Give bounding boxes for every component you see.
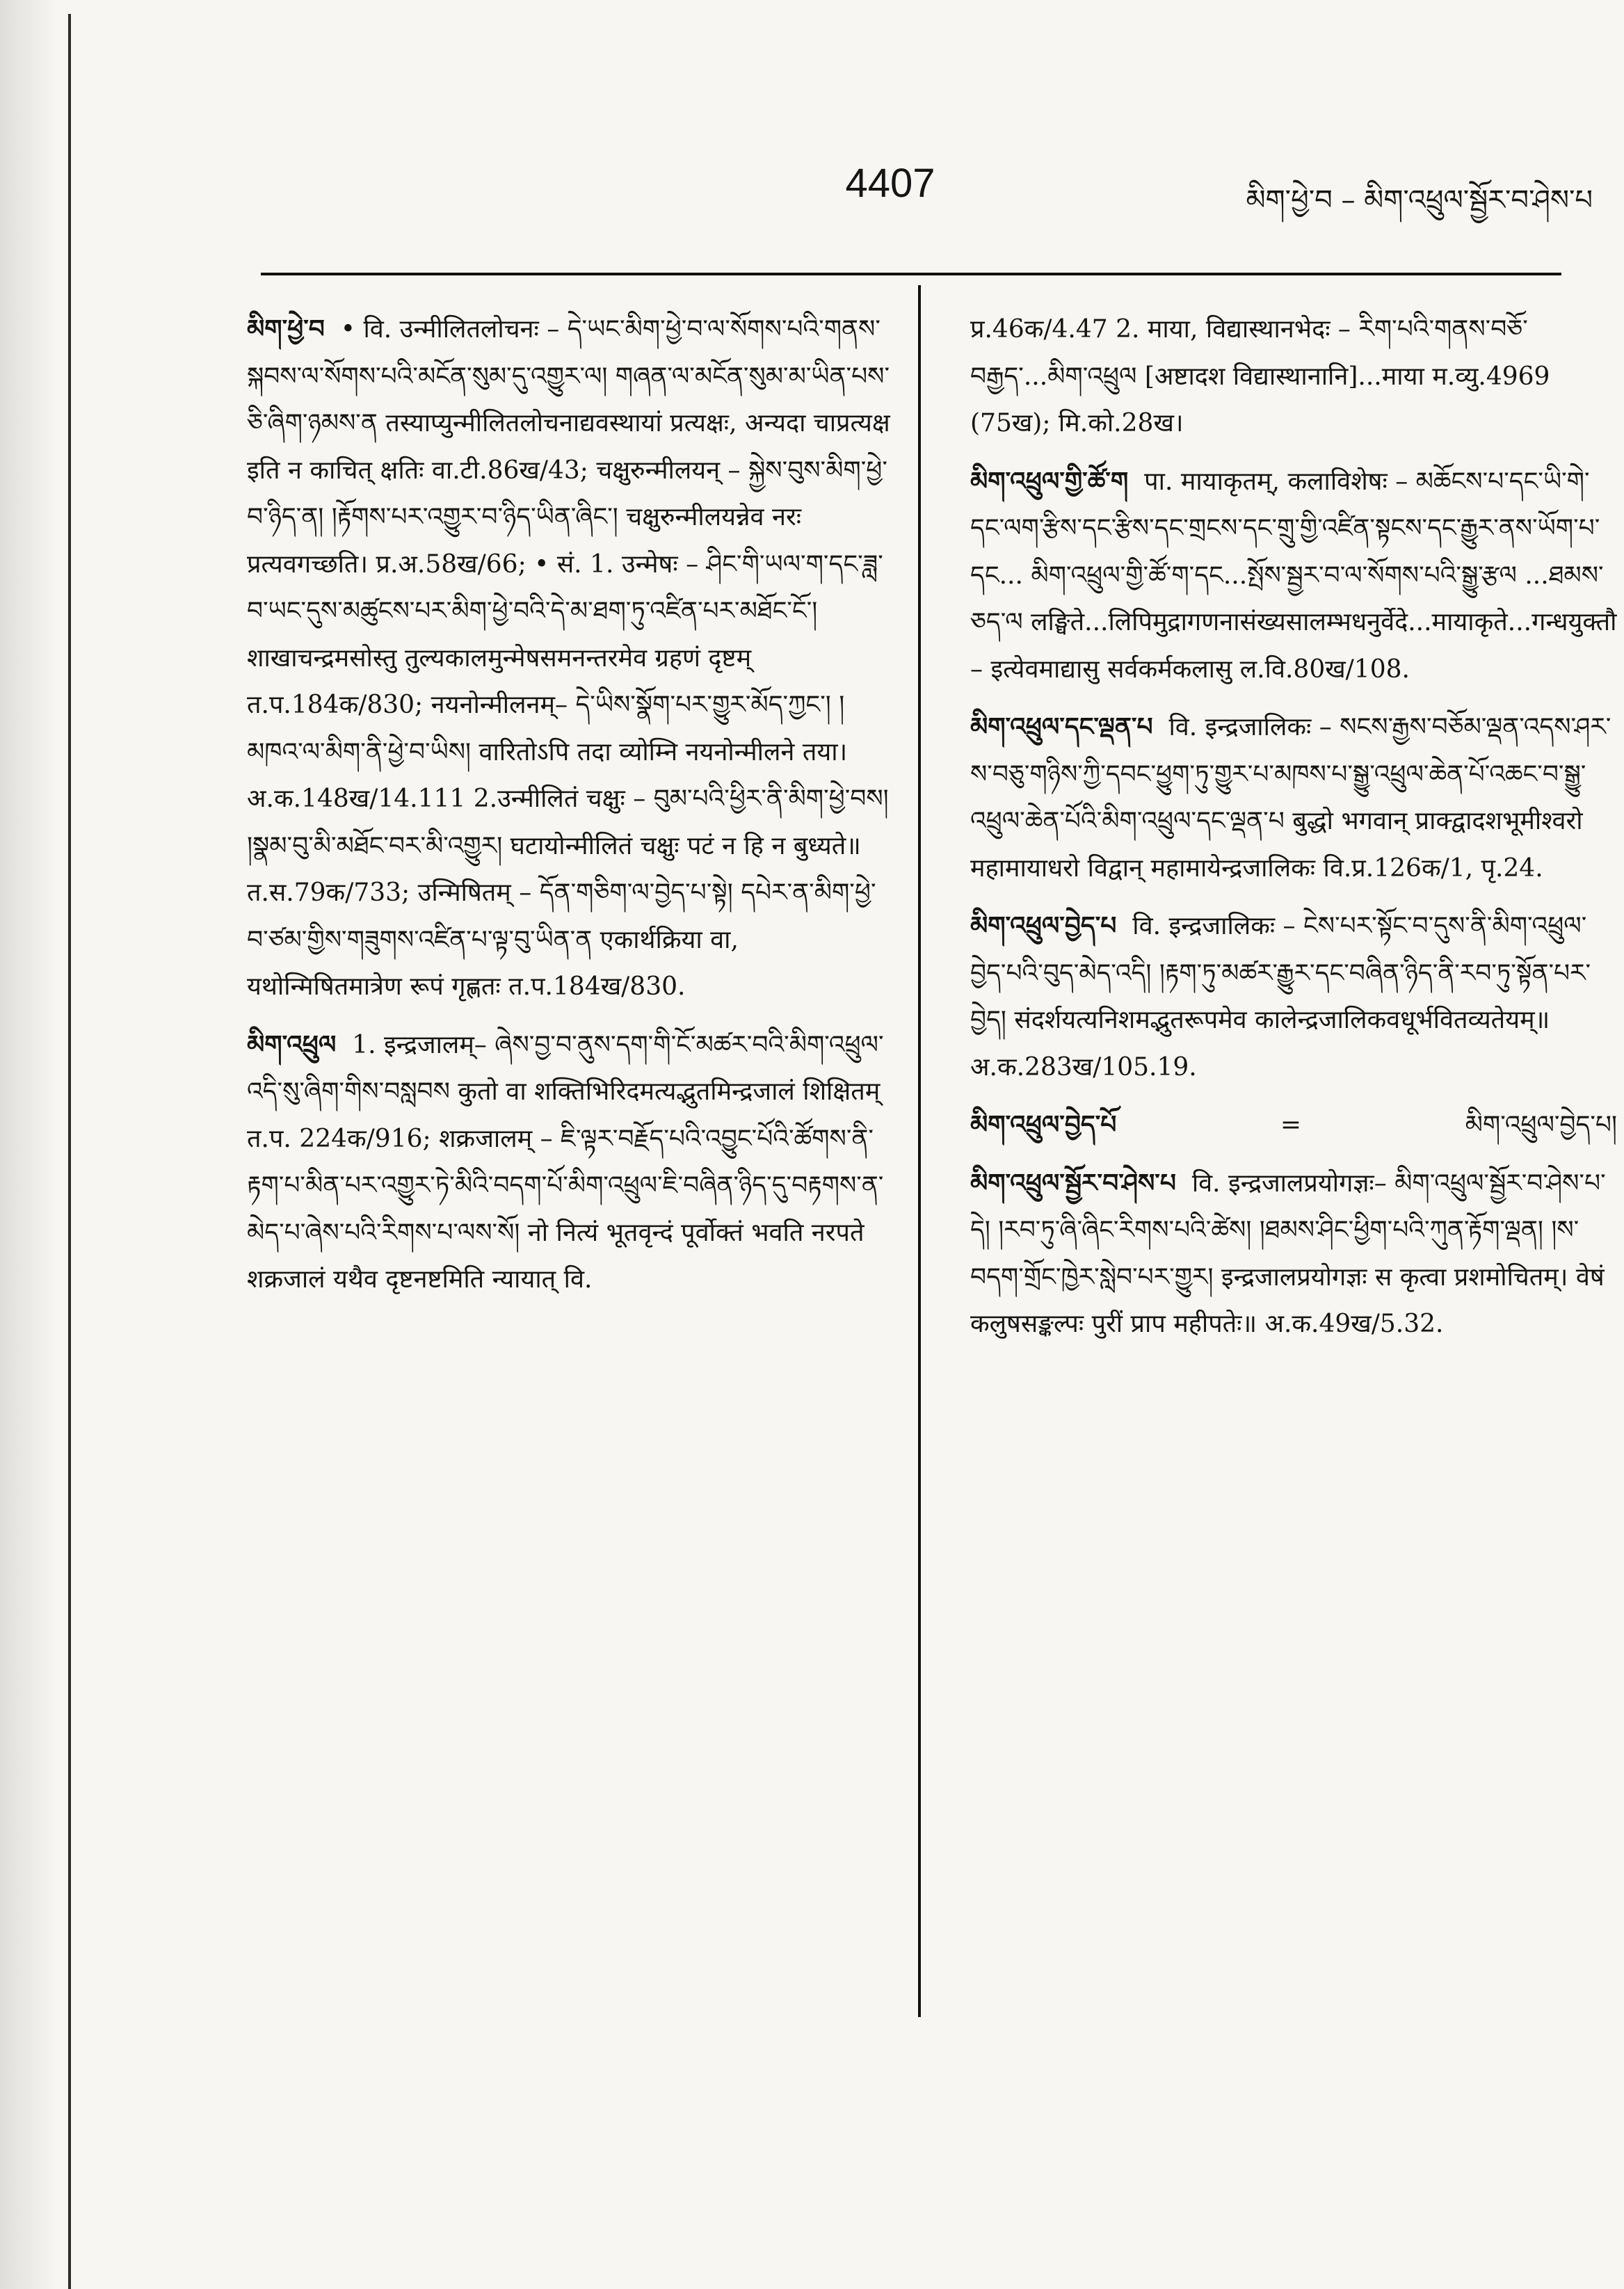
cross-reference-target: མིག་འཕྲུལ་བྱེད་པ། <box>1465 1111 1617 1139</box>
entry-body <box>970 704 1617 892</box>
entry-headword: མིག་འཕྲུལ་དང་ལྡན་པ <box>970 712 1153 741</box>
entry-headword: མིག་ཕྱེ་བ <box>247 314 325 344</box>
entry-body <box>970 306 1617 447</box>
right-column <box>970 306 1617 1359</box>
entry-text: पा. मायाकृतम्, कलाविशेषः – མཆོངས་པ་དང་ཡི་གེ་དང་ལག་རྩིས་དང་རྩིས་དང་གྲངས་དང་གྲུ་གྱི་འཛིན་སྟངས་དང་རྒྱུར་ནས་ཡོག་པ་དང... མིག་འཕྲུལ་གྱི་ཚོ་ག་དང...སྤོས་སྦྱར་བ་ལ་སོགས་པའི་སྒྱུ་རྩལ ...ཐམས་ཅད་ལ लङ्घिते...लिपिमुद्रागणनासंख्यसालम्भधनुर्वेदे...मायाकृते...गन्धयुक्तौ – इत्येवमाद्यासु सर्वकर्मकलासु ल.वि.80ख/108. <box>970 467 1617 684</box>
dictionary-entry <box>247 1022 894 1303</box>
header-rule <box>261 273 1561 275</box>
entry-headword: མིག་འཕྲུལ <box>247 1029 337 1059</box>
entry-headword: མིག་འཕྲུལ་གྱི་ཚོ་ག <box>970 466 1129 496</box>
entry-body <box>247 1022 894 1303</box>
entry-body <box>247 306 894 1011</box>
dictionary-entry-continued <box>970 306 1617 447</box>
entry-body <box>970 1160 1617 1348</box>
entry-text: वि. इन्द्रजालिकः – སངས་རྒྱས་བཅོམ་ལྡན་འདས་ཤར་ས་བཅུ་གཉིས་ཀྱི་དབང་ཕྱུག་ཏུ་གྱུར་པ་མཁས་པ་སྒྱུ་འཕྲུལ་ཆེན་པོ་འཆང་བ་སྒྱུ་འཕྲུལ་ཆེན་པོའི་མིག་འཕྲུལ་དང་ལྡན་པ बुद्धो भगवान् प्राक्द्वादशभूमीश्वरो महामायाधरो विद्वान् महामायेन्द्रजालिकः वि.प्र.126क/1, पृ.24. <box>970 713 1611 883</box>
cross-reference-entry <box>970 1102 1617 1149</box>
dictionary-entry <box>970 903 1617 1091</box>
binding-edge-shadow <box>0 0 83 2289</box>
dictionary-entry <box>247 306 894 1011</box>
entry-text: प्र.46क/4.47 2. माया, विद्यास्थानभेदः – རིག་པའི་གནས་བཅོ་བརྒྱད་...མིག་འཕྲུལ [अष्टादश विद्यास्थानानि]...माया म.व्यु.4969 (75ख); मि.को.28ख। <box>970 315 1550 437</box>
entry-headword: མིག་འཕྲུལ་སྦྱོར་བ་ཤེས་པ <box>970 1168 1176 1198</box>
entry-text: 1. इन्द्रजालम्– ཞེས་བྱ་བ་ནུས་དག་གི་ངོ་མཚར་བའི་མིག་འཕྲུལ་འདི་སུ་ཞིག་གིས་བསླབས कुतो वा शक्तिभिरिदमत्यद्भुतमिन्द्रजालं शिक्षितम् त.प. 224क/916; शक्रजालम् – ཇི་ལྟར་བརྗོད་པའི་འབྱུང་པོའི་ཚོགས་ནི་རྟག་པ་མིན་པར་འགྱུར་ཏེ་མིའི་བདག་པོ་མིག་འཕྲུལ་ཇི་བཞིན་ཉིད་དུ་བརྟགས་ན་མེད་པ་ཞེས་པའི་རིགས་པ་ལས་སོ། नो नित्यं भूतवृन्दं पूर्वोक्तं भवति नरपते शक्रजालं यथैव दृष्टनष्टमिति न्यायात् वि. <box>247 1030 884 1294</box>
dictionary-entry <box>970 704 1617 892</box>
entry-headword: མིག་འཕྲུལ་བྱེད་པོ <box>970 1110 1117 1139</box>
dictionary-entry <box>970 458 1617 693</box>
page-number: 4407 <box>845 161 935 206</box>
left-column <box>247 306 894 1315</box>
binding-rule <box>68 14 71 2289</box>
entry-text: वि. इन्द्रजालप्रयोगज्ञः– མིག་འཕྲུལ་སྦྱོར་བ་ཤེས་པ་དེ། །རབ་ཏུ་ཞི་ཞིང་རིགས་པའི་ཚེས། །ཐམས་ཤིང་ཕྱིག་པའི་ཀུན་རྟོག་ལྡན། །ས་བདག་གྲོང་ཁྱེར་སླེབ་པར་གྱུར། इन्द्रजालप्रयोगज्ञः स कृत्वा प्रशमोचितम्। वेषं कलुषसङ्कल्पः पुरीं प्राप महीपतेः॥ अ.क.49ख/5.32. <box>970 1168 1606 1338</box>
entry-text: • वि. उन्मीलितलोचनः – དེ་ཡང་མིག་ཕྱེ་བ་ལ་སོགས་པའི་གནས་སྐབས་ལ་སོགས་པའི་མངོན་སུམ་དུ་འགྱུར་ལ། གཞན་ལ་མངོན་སུམ་མ་ཡིན་པས་ཅི་ཞིག་ཉམས་ན तस्याप्युन्मीलितलोचनाद्यवस्थायां प्रत्यक्षः, अन्यदा चाप्रत्यक्ष इति न काचित् क्षतिः वा.टी.86ख/43; चक्षुरुन्मीलयन् – སྐྱེས་བུས་མིག་ཕྱེ་བ་ཉིད་ན། །རྟོགས་པར་འགྱུར་བ་ཉིད་ཡིན་ཞིང༌། चक्षुरुन्मीलयन्नेव नरः प्रत्यवगच्छति। प्र.अ.58ख/66; • सं. 1. उन्मेषः – ཤིང་གི་ཡལ་ག་དང་ཟླ་བ་ཡང་དུས་མཚུངས་པར་མིག་ཕྱེ་བའི་དེ་མ་ཐག་ཏུ་འཛིན་པར་མཐོང་ངོ༌། शाखाचन्द्रमसोस्तु तुल्यकालमुन्मेषसमनन्तरमेव ग्रहणं दृष्टम् त.प.184क/830; नयनोन्मीलनम्– དེ་ཡིས་སྣོག་པར་གྱུར་མོད་ཀྱང་། །མཁའ་ལ་མིག་ནི་ཕྱེ་བ་ཡིས། वारितोऽपि तदा व्योम्नि नयनोन्मीलने तया। अ.क.148ख/14.111 2.उन्मीलितं चक्षुः – བུམ་པའི་ཕྱིར་ནི་མིག་ཕྱེ་བས། །སྣམ་བུ་མི་མཐོང་བར་མི་འགྱུར། घटायोन्मीलितं चक्षुः पटं न हि न बुध्यते॥ त.स.79क/733; उन्मिषितम् – དོན་གཅིག་ལ་བྱེད་པ་སྟེ། དཔེར་ན་མིག་ཕྱེ་བ་ཙམ་གྱིས་གཟུགས་འཛིན་པ་ལྟ་བུ་ཡིན་ན एकार्थक्रिया वा, यथोन्मिषितमात्रेण रूपं गृह्णतः त.प.184ख/830. <box>247 315 890 1001</box>
running-head: མིག་ཕྱེ་བ – མིག་འཕྲུལ་སྦྱོར་བ་ཤེས་པ <box>1246 184 1593 216</box>
equals-sign: = <box>1280 1111 1302 1139</box>
dictionary-entry <box>970 1160 1617 1348</box>
column-divider <box>918 285 921 2017</box>
entry-text: वि. इन्द्रजालिकः – ངེས་པར་སྟོང་བ་དུས་ནི་མིག་འཕྲུལ་བྱེད་པའི་བུད་མེད་འདི། །རྟག་ཏུ་མཚར་རྒྱུར་དང་བཞིན་ཉིད་ནི་རབ་ཏུ་སྟོན་པར་བྱེད། संदर्शयत्यनिशमद्भुतरूपमेव कालेन्द्रजालिकवधूर्भवितव्यतेयम्॥ अ.क.283ख/105.19. <box>970 912 1591 1082</box>
entry-body <box>970 903 1617 1091</box>
entry-headword: མིག་འཕྲུལ་བྱེད་པ <box>970 911 1117 940</box>
entry-body <box>970 458 1617 693</box>
